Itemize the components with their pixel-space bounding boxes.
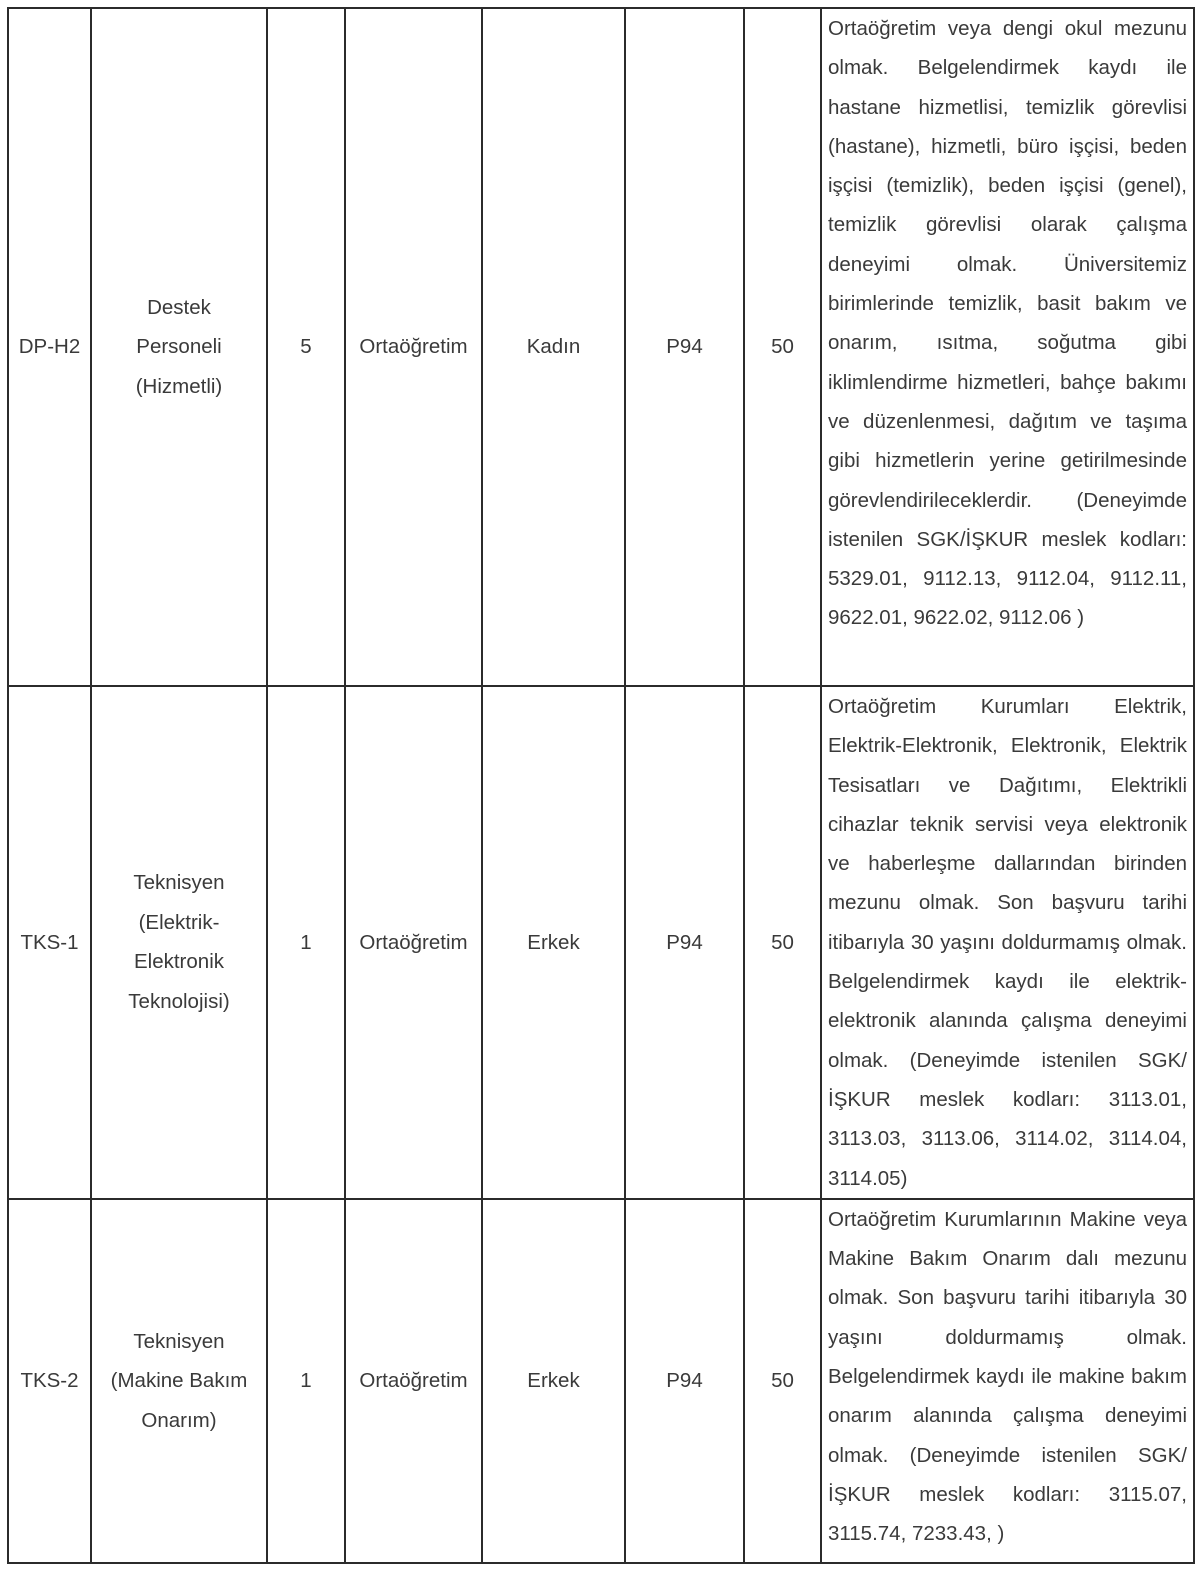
position-requirements: Ortaöğretim Kurumları Elektrik, Elektrik-Elektronik, Elektronik, Elektrik Tesisatları ve Dağıtımı, Elektrikli cihazlar teknik servisi veya elektronik ve haberleşme dallarından birinden mezunu olmak. Son başvuru tarihi itibarıyla 30 yaşını doldurmamış olmak. Belgelendirmek kaydı ile elektrik-elektronik alanında çalışma deneyimi olmak. (Deneyimde istenilen SGK/İŞKUR meslek kodları: 3113.01, 3113.03, 3113.06, 3114.02, 3114.04, 3114.05) (821, 686, 1194, 1199)
position-count: 5 (267, 8, 345, 686)
education-level: Ortaöğretim (345, 686, 482, 1199)
position-title: Destek Personeli (Hizmetli) (91, 8, 267, 686)
minimum-score: 50 (744, 686, 821, 1199)
education-level: Ortaöğretim (345, 1199, 482, 1563)
position-title: Teknisyen (Makine Bakım Onarım) (91, 1199, 267, 1563)
kpss-score-type: P94 (625, 686, 744, 1199)
education-level: Ortaöğretim (345, 8, 482, 686)
position-code: DP-H2 (8, 8, 91, 686)
position-count: 1 (267, 686, 345, 1199)
kpss-score-type: P94 (625, 8, 744, 686)
position-requirements: Ortaöğretim Kurumlarının Makine veya Makine Bakım Onarım dalı mezunu olmak. Son başvuru tarihi itibarıyla 30 yaşını doldurmamış olmak. Belgelendirmek kaydı ile makine bakım onarım alanında çalışma deneyimi olmak. (Deneyimde istenilen SGK/İŞKUR meslek kodları: 3115.07, 3115.74, 7233.43, ) (821, 1199, 1194, 1563)
position-code: TKS-1 (8, 686, 91, 1199)
position-count: 1 (267, 1199, 345, 1563)
gender: Erkek (482, 686, 625, 1199)
gender: Erkek (482, 1199, 625, 1563)
position-title: Teknisyen (Elektrik- Elektronik Teknolojisi) (91, 686, 267, 1199)
job-positions-table (7, 7, 1195, 1564)
gender: Kadın (482, 8, 625, 686)
position-code: TKS-2 (8, 1199, 91, 1563)
minimum-score: 50 (744, 8, 821, 686)
table-row (8, 686, 1194, 1199)
minimum-score: 50 (744, 1199, 821, 1563)
table-row (8, 1199, 1194, 1563)
position-requirements: Ortaöğretim veya dengi okul mezunu olmak. Belgelendirmek kaydı ile hastane hizmetlisi, temizlik görevlisi (hastane), hizmetli, büro işçisi, beden işçisi (temizlik), beden işçisi (genel), temizlik görevlisi olarak çalışma deneyimi olmak. Üniversitemiz birimlerinde temizlik, basit bakım ve onarım, ısıtma, soğutma gibi iklimlendirme hizmetleri, bahçe bakımı ve düzenlenmesi, dağıtım ve taşıma gibi hizmetlerin yerine getirilmesinde görevlendirileceklerdir. (Deneyimde istenilen SGK/İŞKUR meslek kodları: 5329.01, 9112.13, 9112.04, 9112.11, 9622.01, 9622.02, 9112.06 ) (821, 8, 1194, 686)
kpss-score-type: P94 (625, 1199, 744, 1563)
table-row (8, 8, 1194, 686)
